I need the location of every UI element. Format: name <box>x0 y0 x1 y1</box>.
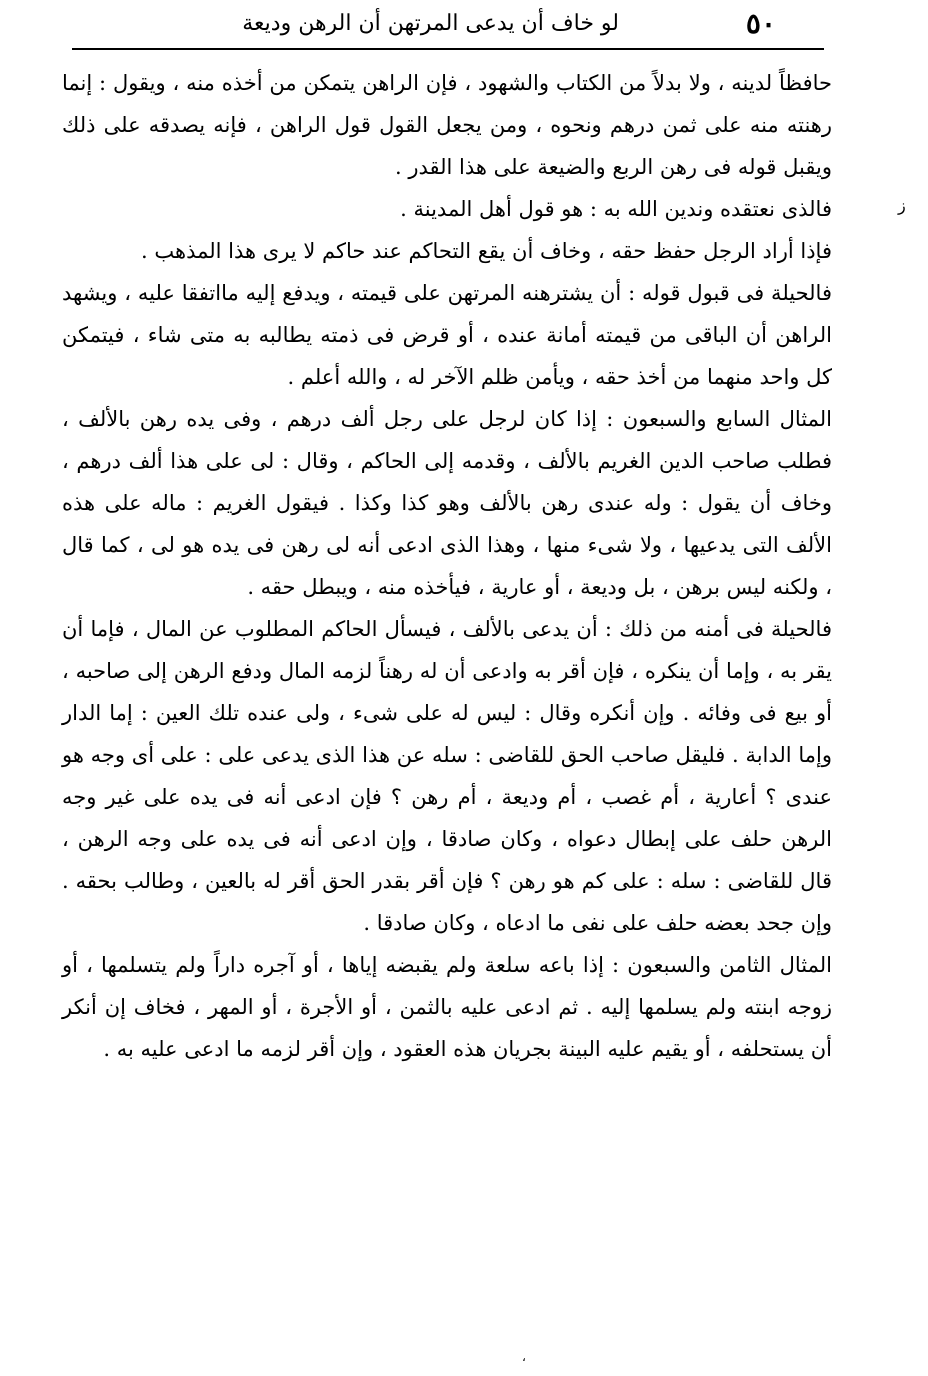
paragraph: فإذا أراد الرجل حفظ حقه ، وخاف أن يقع التحاكم عند حاكم لا يرى هذا المذهب . <box>141 239 832 263</box>
paragraph: حافظاً لدينه ، ولا بدلاً من الكتاب والشهود ، فإن الراهن يتمكن من أخذه منه ، ويقول : إنما رهنته منه على ثمن درهم ونحوه ، ومن يجعل القول قول الراهن ، فإنه يصدقه على ذلك ويقبل قوله فى رهن الربع والضيعة على هذا القدر . <box>62 71 832 179</box>
body-text <box>62 62 832 1070</box>
running-header <box>72 0 824 50</box>
paragraph: فالحيلة فى أمنه من ذلك : أن يدعى بالألف ، فيسأل الحاكم المطلوب عن المال ، فإما أن يقر به ، وإما أن ينكره ، فإن أقر به وادعى أن له رهناً لزمه المال ودفع الرهن إلى صاحبه ، أو بيع فى وفائه . وإن أنكره وقال : ليس له على شىء ، ولى عنده تلك العين : إما الدار وإما الدابة . فليقل صاحب الحق للقاضى : سله عن هذا الذى يدعى على : على أى وجه هو عندى ؟ أعارية ، أم غصب ، أم وديعة ، أم رهن ؟ فإن ادعى أنه فى يده على غير وجه الرهن حلف على إبطال دعواه ، وكان صادقا ، وإن ادعى أنه فى يده على وجه الرهن ، قال للقاضى : سله : على كم هو رهن ؟ فإن أقر بقدر الحق أقر له بالعين ، وطالب بحقه . وإن جحد بعضه حلف على نفى ما ادعاه ، وكان صادقا . <box>62 617 832 935</box>
running-title: لو خاف أن يدعى المرتهن أن الرهن وديعة <box>242 11 619 36</box>
margin-mark: ز <box>898 196 906 215</box>
paragraph: المثال الثامن والسبعون : إذا باعه سلعة ولم يقبضه إياها ، أو آجره داراً ولم يتسلمها ، أو زوجه ابنته ولم يسلمها إليه . ثم ادعى عليه بالثمن ، أو الأجرة ، أو المهر ، فخاف إن أنكر أن يستحلفه ، أو يقيم عليه البينة بجريان هذه العقود ، وإن أقر لزمه ما ادعى عليه به . <box>62 953 832 1061</box>
paragraph: فالحيلة فى قبول قوله : أن يشترهنه المرتهن على قيمته ، ويدفع إليه مااتفقا عليه ، ويشهد الراهن أن الباقى من قيمته أمانة عنده ، أو قرض فى ذمته يطالبه به متى شاء ، فيتمكن كل واحد منهما من أخذ حقه ، ويأمن ظلم الآخر له ، والله أعلم . <box>62 281 832 389</box>
header-rule <box>72 48 824 50</box>
foot-mark: ، <box>522 1350 526 1364</box>
page-number: ٥٠ <box>745 7 776 40</box>
paragraph: فالذى نعتقده وندين الله به : هو قول أهل المدينة . <box>400 197 832 221</box>
paragraph: المثال السابع والسبعون : إذا كان لرجل على رجل ألف درهم ، وفى يده رهن بالألف ، فطلب صاحب الدين الغريم بالألف ، وقدمه إلى الحاكم ، وقال : لى على هذا ألف درهم ، وخاف أن يقول : وله عندى رهن بالألف وهو كذا وكذا . فيقول الغريم : ماله على هذه الألف التى يدعيها ، ولا شىء منها ، وهذا الذى ادعى أنه لى رهن فى يده هو لى ، كما قال ، ولكنه ليس برهن ، بل وديعة ، أو عارية ، فيأخذه منه ، ويبطل حقه . <box>62 407 832 599</box>
